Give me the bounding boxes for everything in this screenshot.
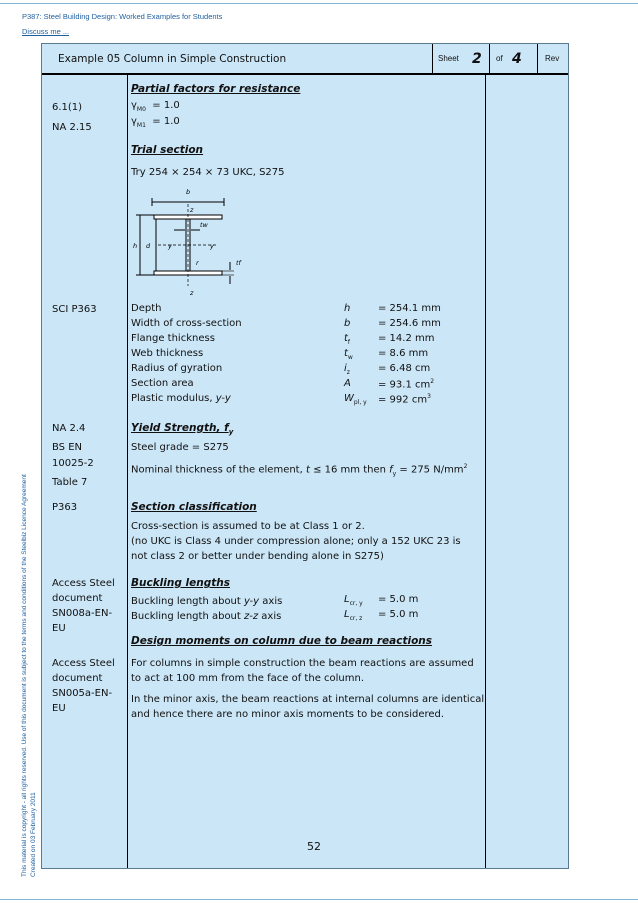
total-sheets: 4 xyxy=(512,50,522,67)
property-label: Depth xyxy=(131,303,162,314)
design-moments-para: In the minor axis, the beam reactions at internal columns are identical xyxy=(131,694,485,705)
diagram-label-y: y xyxy=(210,242,214,250)
page-number: 52 xyxy=(307,840,321,853)
document-title: P387: Steel Building Design: Worked Examples for Students xyxy=(22,12,223,21)
design-moments-para: For columns in simple construction the beam reactions are assumed xyxy=(131,658,474,669)
rev-label: Rev xyxy=(545,54,560,63)
property-label: Flange thickness xyxy=(131,333,215,344)
clause-ref: SN008a-EN- xyxy=(52,608,113,619)
worked-example-sheet xyxy=(41,43,569,869)
clause-ref: P363 xyxy=(52,502,78,513)
property-value: = 14.2 mm xyxy=(378,333,435,344)
bottom-rule xyxy=(0,899,638,900)
diagram-label-d: d xyxy=(146,242,151,250)
i-section-diagram xyxy=(130,182,260,298)
trial-section-heading: Trial section xyxy=(131,144,204,156)
property-value: = 6.48 cm xyxy=(378,363,431,374)
gamma-m0: $\gamma_{M0} = 1.0$ xyxy=(131,100,180,113)
nominal-thickness-text: Nominal thickness of the element, t ≤ 16 mm then $f_y = 275$ $N/mm^2$ xyxy=(131,463,468,478)
diagram-label-tw: tw xyxy=(200,221,208,229)
property-symbol: $W_{pl, y}$ xyxy=(344,393,367,406)
clause-ref: 10025-2 xyxy=(52,458,94,469)
property-label: Width of cross-section xyxy=(131,318,242,329)
classification-line: not class 2 or better under bending alone in S275) xyxy=(131,551,384,562)
property-symbol: $t_f$ xyxy=(344,333,351,346)
property-label: Plastic modulus, y-y xyxy=(131,393,231,404)
buckling-heading: Buckling lengths xyxy=(131,577,230,589)
property-label: Web thickness xyxy=(131,348,204,359)
trial-section-text: Try 254 × 254 × 73 UKC, S275 xyxy=(131,167,285,178)
buckling-symbol: $L_{cr, y}$ xyxy=(344,594,363,607)
design-moments-para: to act at 100 mm from the face of the column. xyxy=(131,673,365,684)
clause-ref: 6.1(1) xyxy=(52,102,83,113)
diagram-label-b: b xyxy=(186,188,191,196)
sheet-label: Sheet xyxy=(438,54,459,63)
header-divider xyxy=(537,44,538,73)
property-value: = 254.6 mm xyxy=(378,318,441,329)
property-value: = 254.1 mm xyxy=(378,303,441,314)
clause-ref: Access Steel xyxy=(52,658,115,669)
diagram-label-tf: tf xyxy=(236,259,241,267)
yield-strength-heading: Yield Strength, $f_y$ xyxy=(131,422,234,437)
clause-ref: NA 2.15 xyxy=(52,122,92,133)
clause-ref: EU xyxy=(52,623,66,634)
design-moments-heading: Design moments on column due to beam reactions xyxy=(131,635,433,647)
property-label: Radius of gyration xyxy=(131,363,223,374)
sheet-number: 2 xyxy=(472,50,482,67)
clause-ref: SCI P363 xyxy=(52,304,97,315)
partial-factors-heading: Partial factors for resistance xyxy=(131,83,301,95)
property-value: = 8.6 mm xyxy=(378,348,429,359)
property-symbol: $i_z$ xyxy=(344,363,350,376)
header-divider xyxy=(432,44,433,73)
copyright-text: This material is copyright - all rights reserved. Use of this document is subject to the terms and conditions of the Steelbiz Licence Agreement xyxy=(21,474,28,877)
clause-ref: EU xyxy=(52,703,66,714)
created-date-text: Created on 03 February 2011 xyxy=(30,792,37,877)
discuss-link[interactable]: Discuss me ... xyxy=(22,27,70,36)
property-symbol: A xyxy=(344,378,351,389)
diagram-label-r: r xyxy=(196,259,199,267)
sheet-header xyxy=(42,44,568,75)
diagram-label-h: h xyxy=(133,242,138,250)
clause-ref: document xyxy=(52,593,103,604)
clause-ref: document xyxy=(52,673,103,684)
header-divider xyxy=(489,44,490,73)
clause-ref: Access Steel xyxy=(52,578,115,589)
property-symbol: $t_w$ xyxy=(344,348,353,361)
classification-line: (no UKC is Class 4 under compression alone; only a 152 UKC 23 is xyxy=(131,536,461,547)
clause-ref: Table 7 xyxy=(52,477,88,488)
steel-grade-text: Steel grade = S275 xyxy=(131,442,229,453)
clause-ref: BS EN xyxy=(52,442,83,453)
property-label: Section area xyxy=(131,378,194,389)
diagram-label-z: z xyxy=(190,206,194,214)
property-symbol: b xyxy=(344,318,351,329)
buckling-value: = 5.0 m xyxy=(378,594,419,605)
diagram-label-y: y xyxy=(168,242,172,250)
buckling-value: = 5.0 m xyxy=(378,609,419,620)
property-symbol: h xyxy=(344,303,351,314)
clause-ref: SN005a-EN- xyxy=(52,688,113,699)
design-moments-para: and hence there are no minor axis moments to be considered. xyxy=(131,709,445,720)
reference-column-divider xyxy=(127,73,128,868)
remarks-column-divider xyxy=(485,73,486,868)
buckling-label: Buckling length about y-y axis xyxy=(131,596,283,607)
gamma-m1: $\gamma_{M1} = 1.0$ xyxy=(131,116,180,129)
classification-line: Cross-section is assumed to be at Class 1 or 2. xyxy=(131,521,365,532)
of-label: of xyxy=(496,54,503,63)
property-value: = 992 $cm^3$ xyxy=(378,393,431,406)
buckling-label: Buckling length about z-z axis xyxy=(131,611,282,622)
clause-ref: NA 2.4 xyxy=(52,423,86,434)
buckling-symbol: $L_{cr, z}$ xyxy=(344,609,363,622)
diagram-label-z: z xyxy=(190,289,194,297)
property-value: = 93.1 $cm^2$ xyxy=(378,378,435,391)
example-title: Example 05 Column in Simple Construction xyxy=(58,52,287,65)
classification-heading: Section classification xyxy=(131,501,257,513)
top-rule xyxy=(0,3,638,4)
